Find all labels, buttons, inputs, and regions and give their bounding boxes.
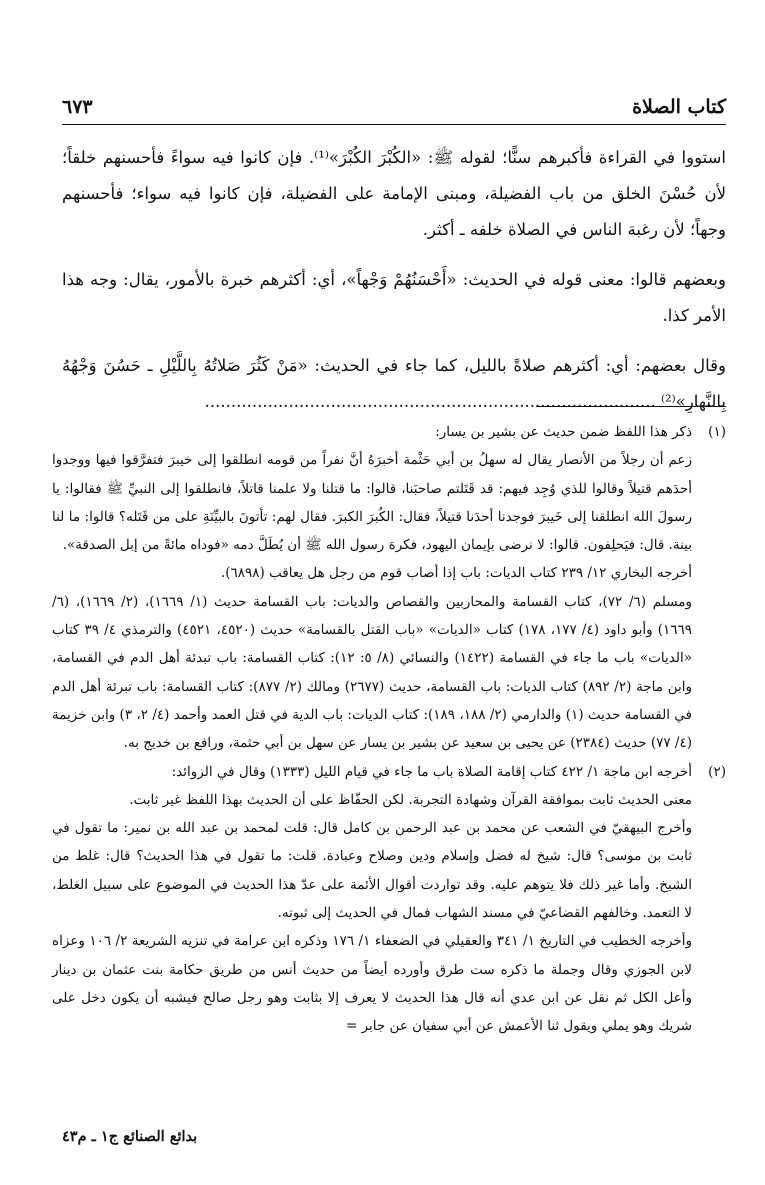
footnote xyxy=(52,418,726,758)
main-paragraph: استووا في القراءة فأكبرهم سنًّا؛ لقوله ﷺ: «الكُبْرَ الكُبْرَ»⁽¹⁾. فإن كانوا فيه سواءً فأحسنهم خلقاً؛ لأن حُسْنَ الخلق من باب الفضيلة، ومبنى الإمامة على الفضيلة، فإن كانوا فيه سواء؛ فأحسنهم وجهاً؛ لأن رغبة الناس في الصلاة خلفه ـ أكثر. xyxy=(62,148,727,239)
footnote-paragraph: ومسلم (٦/ ٧٢)، كتاب القسامة والمحاربين والقصاص والديات: باب القسامة حديث (١/ ١٦٦٩)، (٢/ ١٦٦٩)، (٦/ ١٦٦٩) وأبو داود (٤/ ١٧٧، ١٧٨) كتاب «الديات» «باب القتل بالقسامة» حديث (٤٥٢٠، ٤٥٢١) والترمذي ٤/ ٣٩ كتاب «الديات» باب ما جاء في القسامة (١٤٢٢) والنسائي (٨/ ٥: ١٢): كتاب القسامة: باب تبدئة أهل الدم في القسامة، وابن ماجة (٢/ ٨٩٢) كتاب الديات: باب القسامة، حديث (٢٦٧٧) ومالك (٢/ ٨٧٧): كتاب القسامة: باب تبرئة أهل الدم في القسامة حديث (١) والدارمي (٢/ ١٨٨، ١٨٩): كتاب الديات: باب الدية في قتل العمد وأحمد (٤/ ٢، ٣) وابن خزيمة (٤/ ٧٧) حديث (٢٣٨٤) عن يحيى بن سعيد عن بشير بن يسار عن سهل بن أبي حثمة، ورافع بن خديج به. xyxy=(52,593,693,752)
page-number: ٦٧٣ xyxy=(62,96,93,118)
footnote xyxy=(52,758,726,1041)
footnote-separator xyxy=(536,406,726,407)
main-text xyxy=(62,140,726,434)
chapter-title: كتاب الصلاة xyxy=(632,96,726,118)
header-rule xyxy=(62,124,726,125)
footnote-body xyxy=(52,418,692,758)
footnotes xyxy=(52,418,726,1041)
footnote-paragraph: معنى الحديث ثابت بموافقة القرآن وشهادة التجربة. لكن الحفّاظ على أن الحديث بهذا اللفظ غير ثابت. xyxy=(129,791,692,808)
footnote-number: (٢) xyxy=(708,763,726,780)
footnote-paragraph: زعم أن رجلاً من الأنصار يقال له سهلُ بن أبي حَثْمة أخبرَهُ أنَّ نفراً من قومه انطلقوا إلى خيبرَ فتفرَّقوا فيها ووجدوا أحدَهم قتيلاً وقالوا للذي وُجِد فيهم: قد قَتَلتم صاحبَنا، قالوا: ما قتلنا ولا علمنا قاتلاً، فانطلقوا إلى النبيِّ ﷺ فقالوا: يا رسولَ الله انطلقنا إلى خَيبرَ فوجدنا أحدَنا قتيلاً، فقال: الكُبرَ الكبرَ. فقال لهم: تأتونَ بالبيِّنَةِ على من قَتَله؟ قالوا: ما لنا بينة. قال: فيَحلِفون. قالوا: لا نرضى بإيمان اليهود، فكرهَ رسول الله ﷺ أن يُطَلَّ دمه «فوداه مائةً من إبل الصدقة». xyxy=(52,452,692,554)
footnote-paragraph: أخرجه ابن ماجة ١/ ٤٢٢ كتاب إقامة الصلاة باب ما جاء في قيام الليل (١٣٣٣) وقال في الزوائد: xyxy=(171,763,692,780)
main-paragraph-text: وقال بعضهم: أي: أكثرهم صلاةً بالليل، كما جاء في الحديث: «مَنْ كَثُرَ صَلاتُهُ بِاللَّيْلِ ـ حَسُنَ وَجْهُهُ بِالنَّهارِ»⁽²⁾ xyxy=(62,356,726,411)
main-paragraph xyxy=(62,348,726,420)
main-paragraph: وبعضهم قالوا: معنى قوله في الحديث: «أَحْسَنُهُمْ وَجْهاً»، أي: أكثرهم خبرة بالأمور، يقال: وجه هذا الأمر كذا. xyxy=(62,270,726,325)
running-header xyxy=(62,88,726,118)
footnote-paragraph: ذكر هذا اللفظ ضمن حديث عن بشير بن يسار: xyxy=(435,424,692,440)
footnote-body xyxy=(52,758,692,1041)
footnote-paragraph: أخرجه البخاري ١٢/ ٢٣٩ كتاب الديات: باب إذا أصاب قوم من رجل هل يعاقب (٦٨٩٨). xyxy=(220,565,692,582)
footnote-paragraph: وأخرج البيهقيّ في الشعب عن محمد بن عبد الرحمن بن كامل قال: قلت لمحمد بن عبد الله بن نمير: ما تقول في ثابت بن موسى؟ قال: شيخ له فضل وإسلام ودين وصلاح وعبادة. قلت: ما تقول في هذا الحديث؟ قال: غلط من الشيخ. وأما غير ذلك فلا يتوهم عليه. وقد تواردت أقوال الأئمة على عدّ هذا الحديث في الموضوع على سبيل الغلط، لا التعمد. وخالفهم القضاعيّ في مسند الشهاب فمال في الحديث إلى ثبوته. xyxy=(52,820,692,922)
page-signature: بدائع الصنائع ج١ ـ م٤٣ xyxy=(62,1128,198,1145)
continuation-dots: ...................................................................................... xyxy=(204,392,656,411)
footnote-paragraph: وأخرجه الخطيب في التاريخ ١/ ٣٤١ والعقيلي في الضعفاء ١/ ١٧٦ وذكره ابن عرامة في تنزيه الشريعة ٢/ ١٠٦ وعزاه لابن الجوزي وقال وجملة ما ذكره ست طرق وأورده أيضاً من حديث أنس من طريق حكامة بنت عثمان بن دينار وأعل الكل ثم نقل عن ابن عدي أنه قال هذا الحديث لا يعرف إلا بثابت وهو رجل صالح فيشبه أن يكون دخل على شريك وهو يملي ويقول ثنا الأعمش عن أبي سفيان عن جابر = xyxy=(52,933,693,1035)
footnote-number: (١) xyxy=(708,424,726,440)
